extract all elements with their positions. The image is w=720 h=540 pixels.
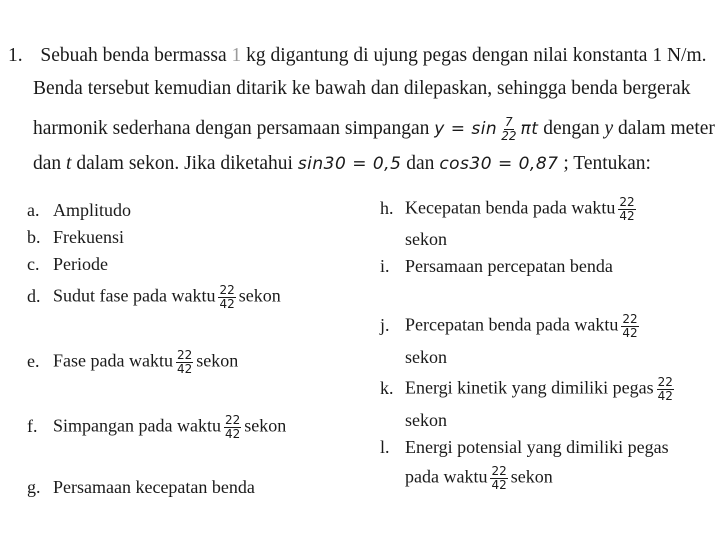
variable-t: t — [66, 153, 72, 174]
variable-y: y — [604, 117, 614, 139]
list-item-f — [27, 414, 286, 441]
time-fraction — [490, 465, 507, 492]
question-text-1b: kg digantung di ujung pegas dengan nilai konstanta 1 N/m. — [241, 45, 707, 66]
item-unit: sekon — [244, 415, 287, 436]
fraction-denominator: 42 — [224, 427, 241, 441]
item-label: e. — [27, 350, 40, 371]
list-item-i — [380, 255, 613, 277]
time-fraction — [621, 313, 638, 340]
item-label: d. — [27, 285, 41, 306]
time-fraction — [618, 196, 635, 223]
question-text-2: Benda tersebut kemudian ditarik ke bawah dan dilepaskan, sehingga benda bergerak — [33, 78, 691, 99]
sin-value: sin30 = 0,5 — [297, 154, 402, 174]
question-text-1a: Sebuah benda bermassa — [40, 45, 232, 66]
question-text-4-dan: dan — [401, 153, 440, 174]
item-unit: sekon — [510, 466, 553, 487]
item-text: Percepatan benda pada waktu — [405, 314, 619, 335]
question-line-3 — [33, 116, 715, 143]
item-text: Fase pada waktu — [53, 350, 173, 371]
list-item-c — [27, 253, 108, 275]
item-unit: sekon — [405, 229, 447, 249]
list-item-l-cont — [405, 465, 553, 492]
item-unit: sekon — [196, 350, 239, 371]
fraction-denominator: 42 — [622, 326, 638, 340]
fraction-numerator: 22 — [224, 413, 241, 427]
time-fraction — [176, 349, 193, 376]
item-unit: sekon — [405, 410, 447, 430]
question-text-3b: dengan — [538, 117, 605, 139]
list-item-g — [27, 476, 255, 498]
item-label: f. — [27, 415, 38, 436]
fraction-numerator: 22 — [176, 348, 193, 362]
item-unit: sekon — [238, 285, 281, 306]
list-item-k-unit — [405, 409, 447, 431]
fraction-numerator: 22 — [619, 195, 635, 209]
question-text-4a: dan — [33, 153, 67, 174]
item-text: Energi potensial yang dimiliki pegas — [405, 437, 669, 457]
item-text: Energi kinetik yang dimiliki pegas — [405, 377, 654, 398]
equation-fraction — [500, 116, 517, 143]
item-label: j. — [380, 314, 390, 335]
item-text: Kecepatan benda pada waktu — [405, 197, 616, 218]
list-item-k — [380, 376, 677, 403]
item-text: Frekuensi — [53, 227, 124, 247]
fraction-numerator: 22 — [657, 375, 673, 389]
item-label: c. — [27, 254, 40, 274]
item-label: g. — [27, 477, 41, 497]
question-text-4c: ; Tentukan: — [558, 153, 651, 174]
list-item-b — [27, 226, 124, 248]
question-line-1 — [8, 45, 707, 67]
list-item-d — [27, 284, 281, 311]
item-text: pada waktu — [405, 466, 488, 487]
list-item-j-unit — [405, 346, 447, 368]
time-fraction — [657, 376, 674, 403]
item-unit: sekon — [405, 347, 447, 367]
fraction-denominator: 42 — [491, 478, 507, 492]
fraction-numerator: 22 — [491, 464, 507, 478]
item-label: i. — [380, 256, 390, 276]
item-text: Amplitudo — [53, 200, 132, 220]
list-item-l — [380, 436, 669, 458]
question-line-2 — [33, 78, 691, 100]
fraction-denominator: 42 — [657, 389, 673, 403]
mass-value: 1 — [231, 45, 242, 66]
question-text-4b: dalam sekon. Jika diketahui — [71, 153, 298, 174]
item-label: l. — [380, 437, 390, 457]
item-text: Periode — [53, 254, 108, 274]
question-number: 1. — [8, 45, 23, 66]
equation-lhs: y = sin — [434, 118, 498, 139]
fraction-numerator: 22 — [622, 312, 638, 326]
list-item-h — [380, 196, 639, 223]
item-text: Sudut fase pada waktu — [53, 285, 216, 306]
item-label: b. — [27, 227, 41, 247]
item-text: Persamaan percepatan benda — [405, 256, 613, 276]
equation-rhs: πt — [520, 118, 539, 139]
item-text: Simpangan pada waktu — [53, 415, 221, 436]
list-item-a — [27, 199, 131, 221]
equation-fraction-numerator: 7 — [505, 115, 513, 129]
list-item-j — [380, 313, 642, 340]
fraction-denominator: 42 — [619, 209, 635, 223]
equation-fraction-denominator: 22 — [501, 129, 517, 143]
item-label: a. — [27, 200, 40, 220]
fraction-numerator: 22 — [219, 283, 235, 297]
item-text: Persamaan kecepatan benda — [53, 477, 255, 497]
item-label: k. — [380, 377, 394, 398]
time-fraction — [218, 284, 235, 311]
question-text-3c: dalam meter — [613, 117, 715, 139]
question-line-4 — [33, 153, 651, 175]
question-text-3a: harmonik sederhana dengan persamaan simpangan — [33, 117, 435, 139]
item-label: h. — [380, 197, 394, 218]
cos-value: cos30 = 0,87 — [439, 154, 559, 174]
time-fraction — [224, 414, 241, 441]
fraction-denominator: 42 — [176, 362, 193, 376]
fraction-denominator: 42 — [219, 297, 235, 311]
list-item-h-unit — [405, 228, 447, 250]
list-item-e — [27, 349, 238, 376]
